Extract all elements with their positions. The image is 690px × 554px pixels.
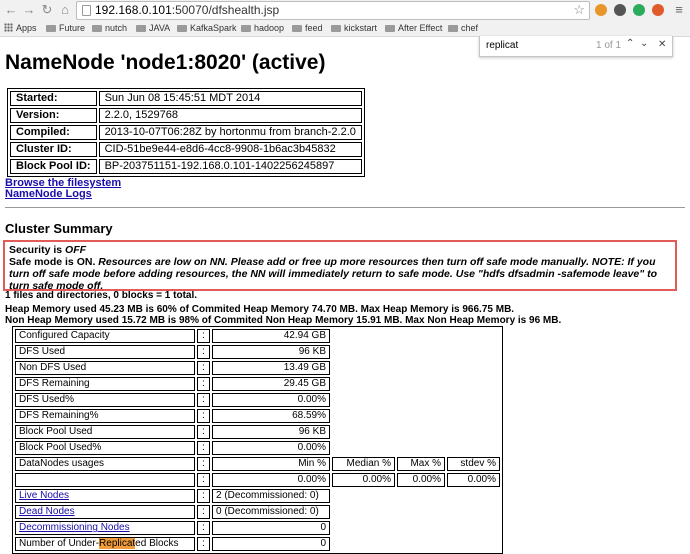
table-cell: 13.49 GB	[212, 361, 330, 375]
bookmark-folder[interactable]: nutch	[92, 23, 127, 34]
nav-links	[5, 178, 121, 200]
table-cell: stdev %	[447, 457, 500, 471]
page-icon	[82, 5, 91, 16]
bookmark-folder[interactable]: hadoop	[241, 23, 284, 34]
table-cell: Median %	[332, 457, 395, 471]
table-cell: :	[197, 329, 210, 343]
table-cell	[15, 489, 195, 503]
url-host: 192.168.0.101	[95, 3, 172, 17]
table-cell: :	[197, 361, 210, 375]
find-prev-icon[interactable]: ⌃	[626, 38, 635, 49]
table-row	[15, 425, 500, 439]
bookmarks-bar	[0, 20, 690, 37]
table-cell: 0.00%	[447, 473, 500, 487]
extension-icon-2[interactable]	[614, 4, 626, 16]
table-row	[10, 142, 362, 157]
bookmark-star-icon[interactable]: ☆	[573, 2, 585, 17]
table-cell: 2 (Decommissioned: 0)	[212, 489, 330, 503]
table-cell: Block Pool Used%	[15, 441, 195, 455]
table-row	[15, 489, 500, 503]
table-cell: Configured Capacity	[15, 329, 195, 343]
table-row	[15, 537, 500, 551]
table-cell: 96 KB	[212, 425, 330, 439]
table-cell: Sun Jun 08 15:45:51 MDT 2014	[99, 91, 362, 106]
table-row	[15, 377, 500, 391]
cluster-summary-heading: Cluster Summary	[5, 221, 113, 236]
table-cell: :	[197, 537, 210, 551]
table-cell: Started:	[10, 91, 97, 106]
table-cell: :	[197, 457, 210, 471]
table-cell: 29.45 GB	[212, 377, 330, 391]
browser-toolbar	[0, 0, 690, 21]
table-cell: :	[197, 505, 210, 519]
table-cell: 42.94 GB	[212, 329, 330, 343]
find-input[interactable]: replicat	[486, 40, 519, 51]
page-title: NameNode 'node1:8020' (active)	[5, 51, 326, 74]
table-cell	[15, 505, 195, 519]
browse-filesystem-link[interactable]: Browse the filesystem	[5, 177, 122, 189]
table-cell: Compiled:	[10, 125, 97, 140]
table-cell: 0	[212, 521, 330, 535]
table-cell: 0.00%	[212, 441, 330, 455]
table-cell: :	[197, 441, 210, 455]
folder-icon	[292, 25, 302, 32]
table-cell: CID-51be9e44-e8d6-4cc8-9908-1b6ac3b45832	[99, 142, 362, 157]
namenode-logs-link[interactable]: NameNode Logs	[5, 188, 92, 200]
datanode-usage-values-row	[15, 473, 500, 487]
table-cell: 0.00%	[332, 473, 395, 487]
table-cell: DFS Remaining%	[15, 409, 195, 423]
divider	[5, 207, 685, 208]
folder-icon	[46, 25, 56, 32]
safemode-notice: Security is OFF Safe mode is ON. Resources are low on NN. Please add or free up more resources then turn off safe mode manually. NOTE: If you turn off safe mode before adding resources, the NN will immediately return to safe mode. Use "hdfs dfsadmin -safemode leave" to turn safe mode off.	[3, 240, 677, 291]
table-cell: Non DFS Used	[15, 361, 195, 375]
table-cell: :	[197, 377, 210, 391]
decommissioning-nodes-link[interactable]: Decommissioning Nodes	[19, 522, 130, 533]
table-cell: DFS Remaining	[15, 377, 195, 391]
back-icon[interactable]: ←	[4, 2, 18, 17]
table-cell: BP-203751151-192.168.0.101-1402256245897	[99, 159, 362, 174]
table-cell: :	[197, 425, 210, 439]
extension-icon-4[interactable]	[652, 4, 664, 16]
folder-icon	[385, 25, 395, 32]
live-nodes-link[interactable]: Live Nodes	[19, 490, 70, 501]
table-cell	[15, 521, 195, 535]
folder-icon	[241, 25, 251, 32]
forward-icon[interactable]: →	[22, 2, 36, 17]
url-path: :50070/dfshealth.jsp	[171, 3, 280, 17]
table-cell: 2.2.0, 1529768	[99, 108, 362, 123]
namenode-info-table	[7, 88, 365, 177]
table-cell: 0.00%	[212, 393, 330, 407]
reload-icon[interactable]: ↻	[41, 2, 53, 17]
folder-icon	[177, 25, 187, 32]
table-cell: Max %	[397, 457, 445, 471]
table-cell: :	[197, 393, 210, 407]
table-cell: 0 (Decommissioned: 0)	[212, 505, 330, 519]
table-cell: :	[197, 345, 210, 359]
table-cell: :	[197, 409, 210, 423]
table-cell	[15, 473, 195, 487]
find-highlight: Replicat	[99, 538, 136, 549]
table-cell: 96 KB	[212, 345, 330, 359]
bookmark-apps[interactable]: Apps	[4, 23, 37, 34]
table-row	[15, 505, 500, 519]
table-cell: 68.59%	[212, 409, 330, 423]
folder-icon	[136, 25, 146, 32]
bookmark-folder[interactable]: Future	[46, 23, 85, 34]
menu-icon[interactable]: ≡	[675, 2, 683, 17]
bookmark-folder[interactable]: KafkaSpark	[177, 23, 237, 34]
folder-icon	[331, 25, 341, 32]
find-next-icon[interactable]: ⌄	[640, 38, 649, 49]
table-row	[10, 91, 362, 106]
table-cell: DFS Used	[15, 345, 195, 359]
bookmark-folder[interactable]: After Effect	[385, 23, 442, 34]
bookmark-folder[interactable]: JAVA	[136, 23, 170, 34]
table-cell: Cluster ID:	[10, 142, 97, 157]
apps-icon	[4, 23, 13, 32]
folder-icon	[448, 25, 458, 32]
files-summary: 1 files and directories, 0 blocks = 1 total.	[5, 291, 198, 300]
dead-nodes-link[interactable]: Dead Nodes	[19, 506, 75, 517]
table-cell: 0.00%	[212, 473, 330, 487]
table-row	[15, 393, 500, 407]
find-count: 1 of 1	[596, 40, 622, 51]
table-row	[15, 361, 500, 375]
table-cell: :	[197, 489, 210, 503]
find-bar	[479, 36, 673, 57]
heap-memory: Heap Memory used 45.23 MB is 60% of Commited Heap Memory 74.70 MB. Max Heap Memory is 966.75 MB. Non Heap Memory used 15.72 MB is 98% of Commited Non Heap Memory 15.91 MB. Max Non Heap Memory is 96 MB.	[5, 304, 562, 326]
extension-icon-1[interactable]	[595, 4, 607, 16]
table-cell: Block Pool ID:	[10, 159, 97, 174]
table-cell: Number of Under-Replicated Blocks	[15, 537, 195, 551]
table-row	[15, 441, 500, 455]
home-icon[interactable]: ⌂	[61, 2, 69, 17]
table-cell: 2013-10-07T06:28Z by hortonmu from branch-2.2.0	[99, 125, 362, 140]
bookmark-folder[interactable]: feed	[292, 23, 323, 34]
extension-icon-3[interactable]	[633, 4, 645, 16]
table-cell: :	[197, 521, 210, 535]
table-cell: 0	[212, 537, 330, 551]
table-row	[15, 345, 500, 359]
find-close-icon[interactable]: ✕	[658, 39, 667, 50]
table-row	[10, 159, 362, 174]
table-cell: Min %	[212, 457, 330, 471]
table-row	[10, 125, 362, 140]
table-row	[10, 108, 362, 123]
table-cell: Block Pool Used	[15, 425, 195, 439]
table-row	[15, 409, 500, 423]
bookmark-folder[interactable]: chef	[448, 23, 478, 34]
table-cell: Version:	[10, 108, 97, 123]
datanode-usage-header-row	[15, 457, 500, 471]
bookmark-folder[interactable]: kickstart	[331, 23, 377, 34]
table-cell: DFS Used%	[15, 393, 195, 407]
cluster-summary-table	[12, 326, 503, 554]
table-row	[15, 521, 500, 535]
table-row	[15, 329, 500, 343]
table-cell: 0.00%	[397, 473, 445, 487]
folder-icon	[92, 25, 102, 32]
address-bar[interactable]	[76, 1, 590, 20]
table-cell: DataNodes usages	[15, 457, 195, 471]
table-cell: :	[197, 473, 210, 487]
